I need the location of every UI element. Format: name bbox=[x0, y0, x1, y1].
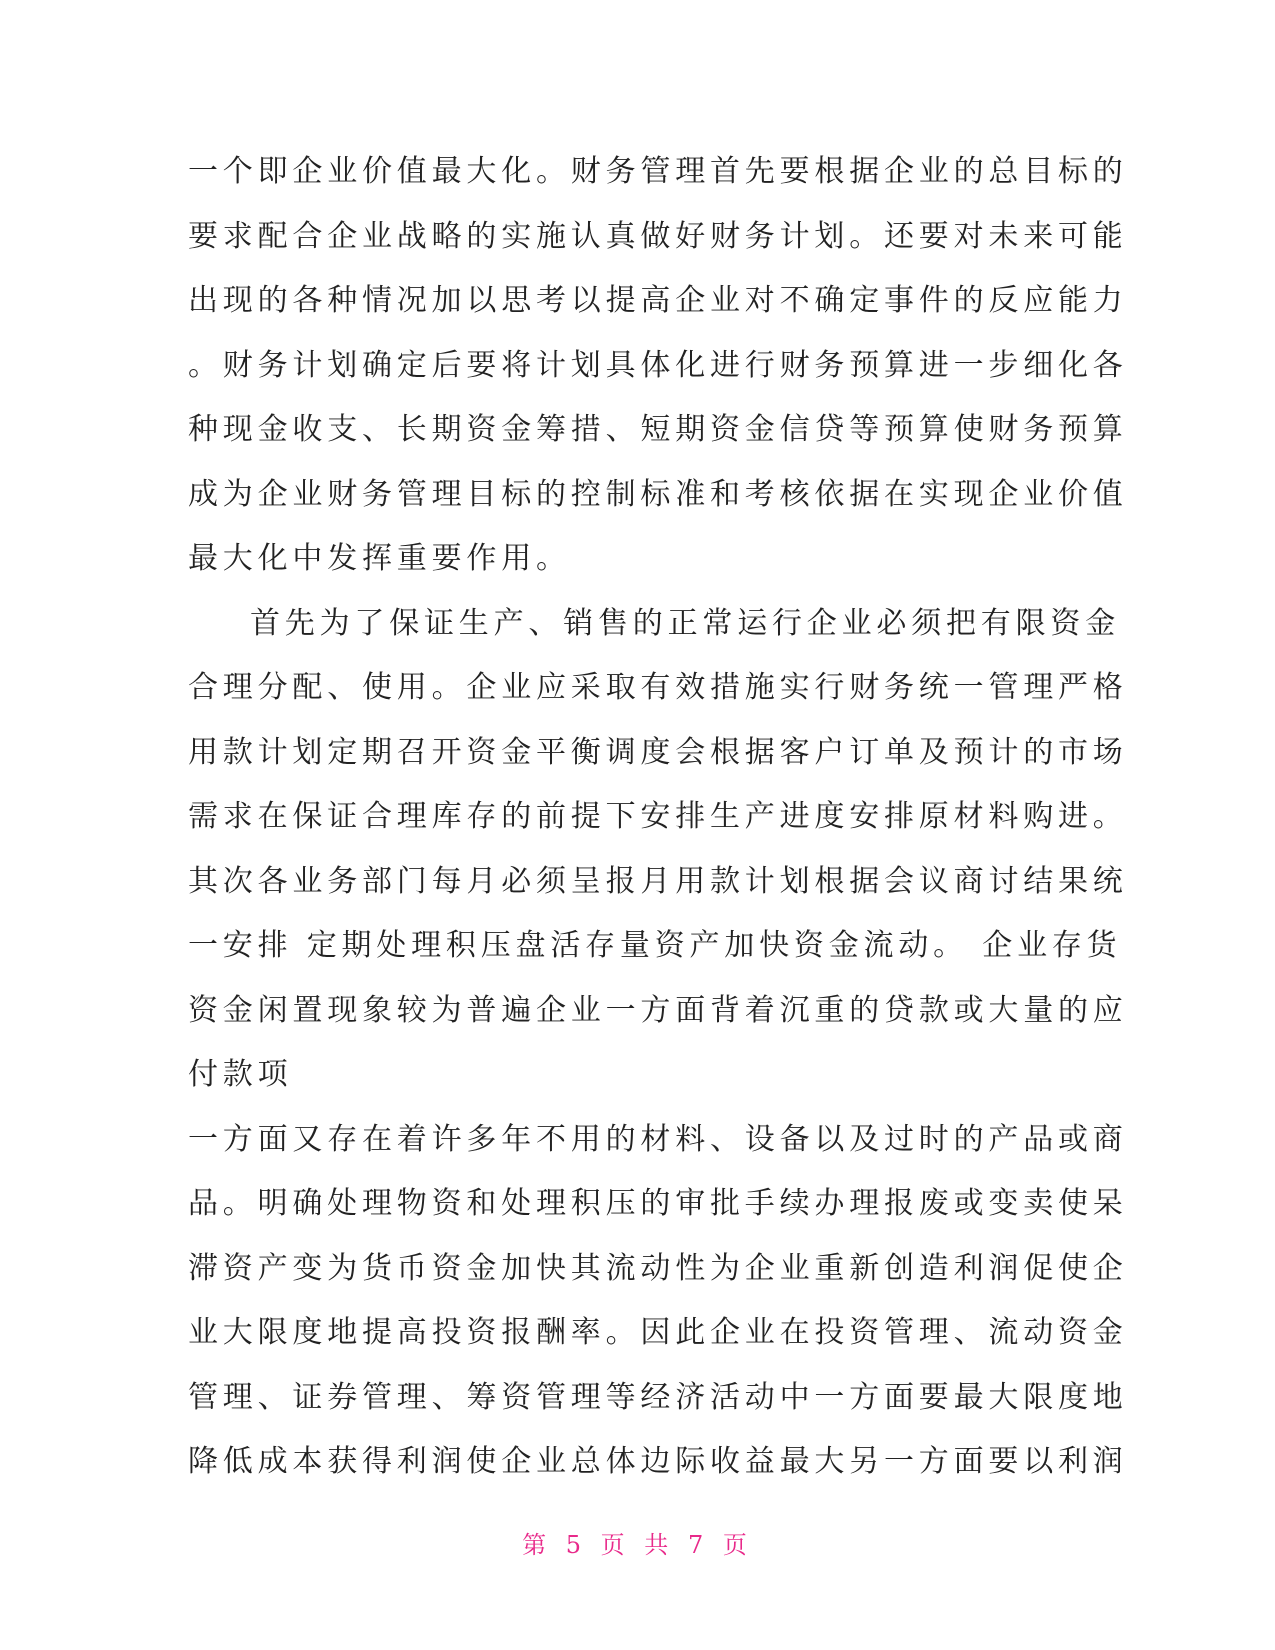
text-line: 管理、证券管理、筹资管理等经济活动中一方面要最大限度地 bbox=[188, 1379, 1128, 1415]
text-line: 一安排 定期处理积压盘活存量资产加快资金流动。 企业存货 bbox=[188, 928, 1122, 963]
text-line: 降低成本获得利润使企业总体边际收益最大另一方面要以利润 bbox=[188, 1444, 1128, 1479]
body-text bbox=[188, 140, 1128, 1495]
text-line: 成为企业财务管理目标的控制标准和考核依据在实现企业价值 bbox=[188, 476, 1128, 512]
text-line: 最大化中发挥重要作用。 bbox=[188, 541, 571, 576]
text-line: 其次各业务部门每月必须呈报月用款计划根据会议商讨结果统 bbox=[188, 863, 1128, 899]
text-line: 一个即企业价值最大化。财务管理首先要根据企业的总目标的 bbox=[188, 154, 1128, 189]
text-line: 品。明确处理物资和处理积压的审批手续办理报废或变卖使呆 bbox=[188, 1186, 1128, 1221]
text-line: 。财务计划确定后要将计划具体化进行财务预算进一步细化各 bbox=[188, 347, 1128, 383]
paragraph-start-line: 首先为了保证生产、销售的正常运行企业必须把有限资金 bbox=[250, 605, 1120, 641]
text-line: 滞资产变为货币资金加快其流动性为企业重新创造利润促使企 bbox=[188, 1250, 1128, 1286]
text-line: 用款计划定期召开资金平衡调度会根据客户订单及预计的市场 bbox=[188, 734, 1128, 770]
text-line: 付款项 bbox=[188, 1057, 293, 1092]
text-line: 要求配合企业战略的实施认真做好财务计划。还要对未来可能 bbox=[188, 218, 1128, 254]
text-line: 需求在保证合理库存的前提下安排生产进度安排原材料购进。 bbox=[188, 799, 1128, 834]
text-line: 种现金收支、长期资金筹措、短期资金信贷等预算使财务预算 bbox=[188, 412, 1128, 447]
text-line: 出现的各种情况加以思考以提高企业对不确定事件的反应能力 bbox=[188, 283, 1128, 318]
text-line: 合理分配、使用。企业应采取有效措施实行财务统一管理严格 bbox=[188, 670, 1128, 705]
text-line: 资金闲置现象较为普遍企业一方面背着沉重的贷款或大量的应 bbox=[188, 992, 1128, 1028]
page-number-footer: 第 5 页 共 7 页 bbox=[522, 1531, 753, 1559]
text-line: 业大限度地提高投资报酬率。因此企业在投资管理、流动资金 bbox=[188, 1315, 1128, 1350]
text-line: 一方面又存在着许多年不用的材料、设备以及过时的产品或商 bbox=[188, 1121, 1128, 1157]
